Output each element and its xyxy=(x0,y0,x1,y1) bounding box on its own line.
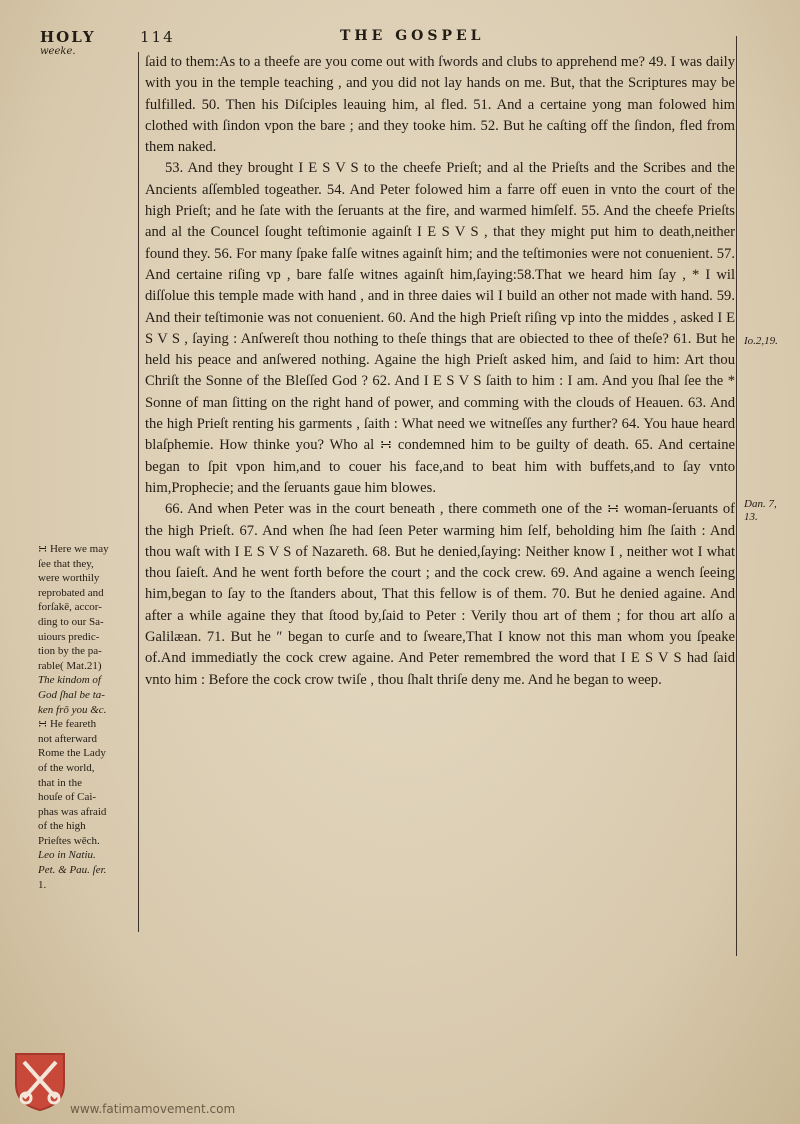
text-paragraph: 53. And they brought I E S V S to the cheefe Prieſt; and al the Prieſts and the Scribes and the Ancients aſſembled togeather. 54. And Peter folowed him a farre off euen in vnto the court of the high Prieſt; and he ſate with the ſeruants at the fire, and warmed himſelf. 55. And the cheefe Prieſts and al the Councel ſought teſtimonie againſt I E S V S , that they might put him to death,neither found they. 56. For many ſpake falſe witnes againſt him; and the teſtimonies were not conuenient. 57. And certaine riſing vp , bare falſe witnes againſt him,ſaying:58.That we heard him ſay , * I wil diſſolue this temple made with hand , and in three daies wil I build an other not made with hand. 59. And their teſtimonie was not conuenient. 60. And the high Prieſt riſing vp into the middes , asked I E S V S , ſaying : Anſwereſt thou nothing to theſe things that are obiected to thee of theſe? 61. But he held his peace and anſwered nothing. Againe the high Prieſt asked him, and ſaid to him: Art thou Chriſt the Sonne of the Bleſſed God ? 62. And I E S V S ſaith to him : I am. And you ſhal ſee the * Sonne of man ſitting on the right hand of power, and comming with the clouds of Heauen. 63. And the high Prieſt renting his garments , ſaith : What need we witneſſes any further? 64. You haue heard blaſphemie. How thinke you? Who al ∺ condemned him to be guilty of death. 65. And certaine began to ſpit vpon him,and to couer his face,and to beat him with buffets,and to ſay vnto him,Prophecie; and the ſeruants gaue him blowes. xyxy=(145,160,735,496)
margin-line: tion by the pa- xyxy=(38,645,102,658)
text-paragraph: ſaid to them:As to a theefe are you come out with ſwords and clubs to apprehend me? 49. I was daily with you in the temple teaching , and you did not lay hands on me. But, that the Scriptures may be fulfilled. 50. Then his Diſciples leauing him, al fled. 51. And a certaine yong man folowed him clothed with ſindon vpon the bare ; and they tooke him. 52. But he caſting off the ſindon, fled from them naked. xyxy=(145,54,735,156)
reference-daniel: Dan. 7, xyxy=(744,498,777,510)
margin-line: of the world, xyxy=(38,761,95,774)
margin-reference-right xyxy=(744,498,777,524)
margin-line: ∺ He feareth xyxy=(38,718,97,731)
right-column-rule xyxy=(736,36,737,956)
running-head-sub: weeke. xyxy=(40,46,76,57)
margin-line: houſe of Cai- xyxy=(38,791,97,804)
margin-line: ding to our Sa- xyxy=(38,615,104,628)
margin-line: of the high xyxy=(38,820,86,833)
margin-line: 1. xyxy=(38,878,47,891)
margin-line: Pet. & Pau. ſer. xyxy=(38,864,107,877)
margin-line: Prieſtes wēch. xyxy=(38,834,100,847)
margin-line: that in the xyxy=(38,776,82,789)
margin-line: Rome the Lady xyxy=(38,747,106,760)
gospel-text xyxy=(145,52,735,691)
margin-line: uiours predic- xyxy=(38,630,100,643)
margin-line: ∺ Here we may xyxy=(38,543,109,555)
margin-line: forſakē, accor- xyxy=(38,601,102,614)
margin-line: The kindom of xyxy=(38,674,101,687)
footer-website-link[interactable]: www.fatimamovement.com xyxy=(70,1102,236,1116)
running-title: THE GOSPEL xyxy=(340,28,485,44)
margin-line: ſee that they, xyxy=(38,557,94,570)
reference-john: Io.2,19. xyxy=(744,335,778,347)
margin-line: not afterward xyxy=(38,732,97,745)
text-paragraph: 66. And when Peter was in the court beneath , there commeth one of the ∺ woman-ſeruants of the high Prieſt. 67. And when ſhe had ſeen Peter warming him ſelf, beholding him ſhe ſaith : And thou waſt with I E S V S of Nazareth. 68. But he denied,ſaying: Neither know I , neither wot I what thou ſaieſt. And he went forth before the court ; and the cock crew. 69. And againe a wench ſeeing him,began to ſay to the ſtanders about, That this fellow is of them. 70. But he denied againe. And after a while againe they that ſtood by,ſaid to Peter : Verily thou art of them ; for thou art alſo a Galilæan. 71. But he ″ began to curſe and to ſweare,That I know not this man whom you ſpeake of.And immediatly the cock crew againe. And Peter remembred the word that I E S V S had ſaid vnto him : Before the cock crow twiſe , thou ſhalt thriſe deny me. And he began to weep. xyxy=(145,501,735,688)
margin-annotations-left xyxy=(38,542,146,892)
margin-line: phas was afraid xyxy=(38,805,107,818)
margin-line: God ſhal be ta- xyxy=(38,688,105,701)
margin-reference-right xyxy=(744,335,778,348)
running-head-left: HOLY xyxy=(40,28,96,46)
margin-line: were worthily xyxy=(38,572,100,585)
reference-daniel-verse: 13. xyxy=(744,511,758,523)
page-number: 114 xyxy=(140,28,175,46)
margin-line: rable( Mat.21) xyxy=(38,659,102,672)
margin-line: Leo in Natiu. xyxy=(38,849,96,862)
shield-keys-logo-icon xyxy=(12,1050,68,1112)
margin-line: ken frō you &c. xyxy=(38,703,107,716)
margin-line: reprobated and xyxy=(38,586,104,599)
